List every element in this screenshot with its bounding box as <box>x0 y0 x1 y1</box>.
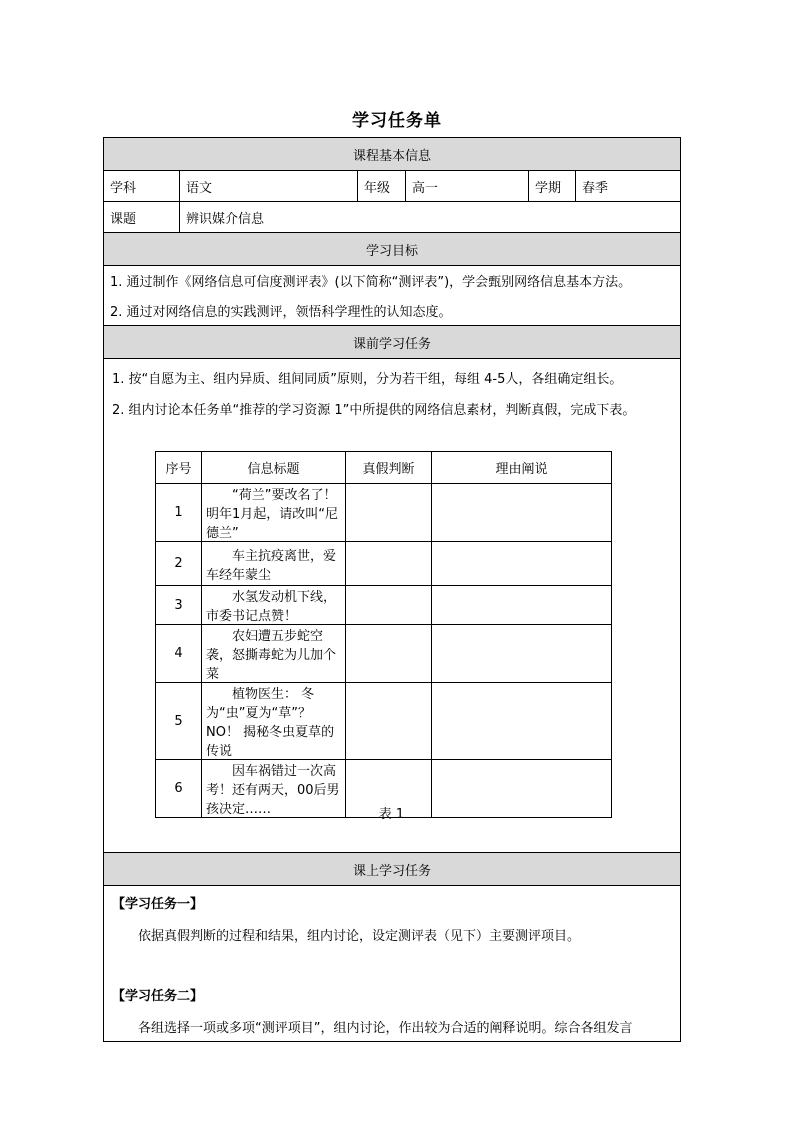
row-no: 4 <box>156 625 202 683</box>
row-judgment <box>346 484 432 542</box>
subject-value: 语文 <box>180 171 358 202</box>
table-row <box>156 683 612 760</box>
row-reason <box>432 586 612 625</box>
section-header-basic-info: 课程基本信息 <box>104 138 681 171</box>
table-caption: 表 1 <box>378 807 405 822</box>
task2-text: 各组选择一项或多项“测评项目”，组内讨论，作出较为合适的阐释说明。综合各组发言 <box>138 1021 633 1036</box>
table-row <box>156 484 612 542</box>
col-header-judgment: 真假判断 <box>346 452 432 484</box>
row-reason <box>432 484 612 542</box>
row-reason <box>432 542 612 586</box>
pre-task-1: 1. 按“自愿为主、组内异质、组间同质”原则，分为若干组，每组 4-5人，各组确定组长。 <box>112 372 623 387</box>
col-header-reason: 理由阐说 <box>432 452 612 484</box>
table-row <box>156 542 612 586</box>
in-class-tasks <box>104 886 681 1042</box>
goal-item-2: 2. 通过对网络信息的实践测评，领悟科学理性的认知态度。 <box>104 296 681 326</box>
pre-task-2: 2. 组内讨论本任务单“推荐的学习资源 1”中所提供的网络信息素材，判断真假，完成下表。 <box>112 403 636 418</box>
row-title: 植物医生： 冬为“虫”夏为“草”？NO！ 揭秘冬虫夏草的传说 <box>202 683 346 760</box>
term-label: 学期 <box>529 171 576 202</box>
col-header-no: 序号 <box>156 452 202 484</box>
section-header-pre-class: 课前学习任务 <box>104 326 681 359</box>
topic-value: 辨识媒介信息 <box>180 202 681 233</box>
row-title: 农妇遭五步蛇空袭，怒撕毒蛇为儿加个菜 <box>202 625 346 683</box>
table-row <box>156 586 612 625</box>
task1-text: 依据真假判断的过程和结果，组内讨论，设定测评表（见下）主要测评项目。 <box>138 929 581 944</box>
pre-class-tasks <box>104 359 681 853</box>
row-reason <box>432 683 612 760</box>
row-title: “荷兰”要改名了！明年1月起，请改叫“尼德兰” <box>202 484 346 542</box>
grade-label: 年级 <box>358 171 406 202</box>
topic-label: 课题 <box>104 202 180 233</box>
col-header-title: 信息标题 <box>202 452 346 484</box>
goal-item-1: 1. 通过制作《网络信息可信度测评表》(以下简称“测评表”)，学会甄别网络信息基本方法。 <box>104 266 681 296</box>
row-judgment <box>346 625 432 683</box>
row-judgment <box>346 683 432 760</box>
row-title: 车主抗疫离世，爱车经年蒙尘 <box>202 542 346 586</box>
row-no: 2 <box>156 542 202 586</box>
row-title: 水氢发动机下线，市委书记点赞！ <box>202 586 346 625</box>
row-judgment <box>346 586 432 625</box>
subject-label: 学科 <box>104 171 180 202</box>
row-no: 5 <box>156 683 202 760</box>
row-no: 1 <box>156 484 202 542</box>
document-title: 学习任务单 <box>352 111 442 131</box>
row-no: 6 <box>156 760 202 818</box>
term-value: 春季 <box>576 171 681 202</box>
section-header-in-class: 课上学习任务 <box>104 853 681 886</box>
task1-label: 【学习任务一】 <box>112 897 204 912</box>
info-judgment-table <box>155 451 612 818</box>
row-no: 3 <box>156 586 202 625</box>
table-row <box>156 625 612 683</box>
task2-label: 【学习任务二】 <box>112 989 204 1004</box>
learning-task-sheet <box>103 137 681 1042</box>
row-judgment <box>346 542 432 586</box>
row-reason <box>432 625 612 683</box>
row-title: 因车祸错过一次高考！还有两天，00后男孩决定…… <box>202 760 346 818</box>
section-header-goals: 学习目标 <box>104 233 681 266</box>
grade-value: 高一 <box>406 171 529 202</box>
